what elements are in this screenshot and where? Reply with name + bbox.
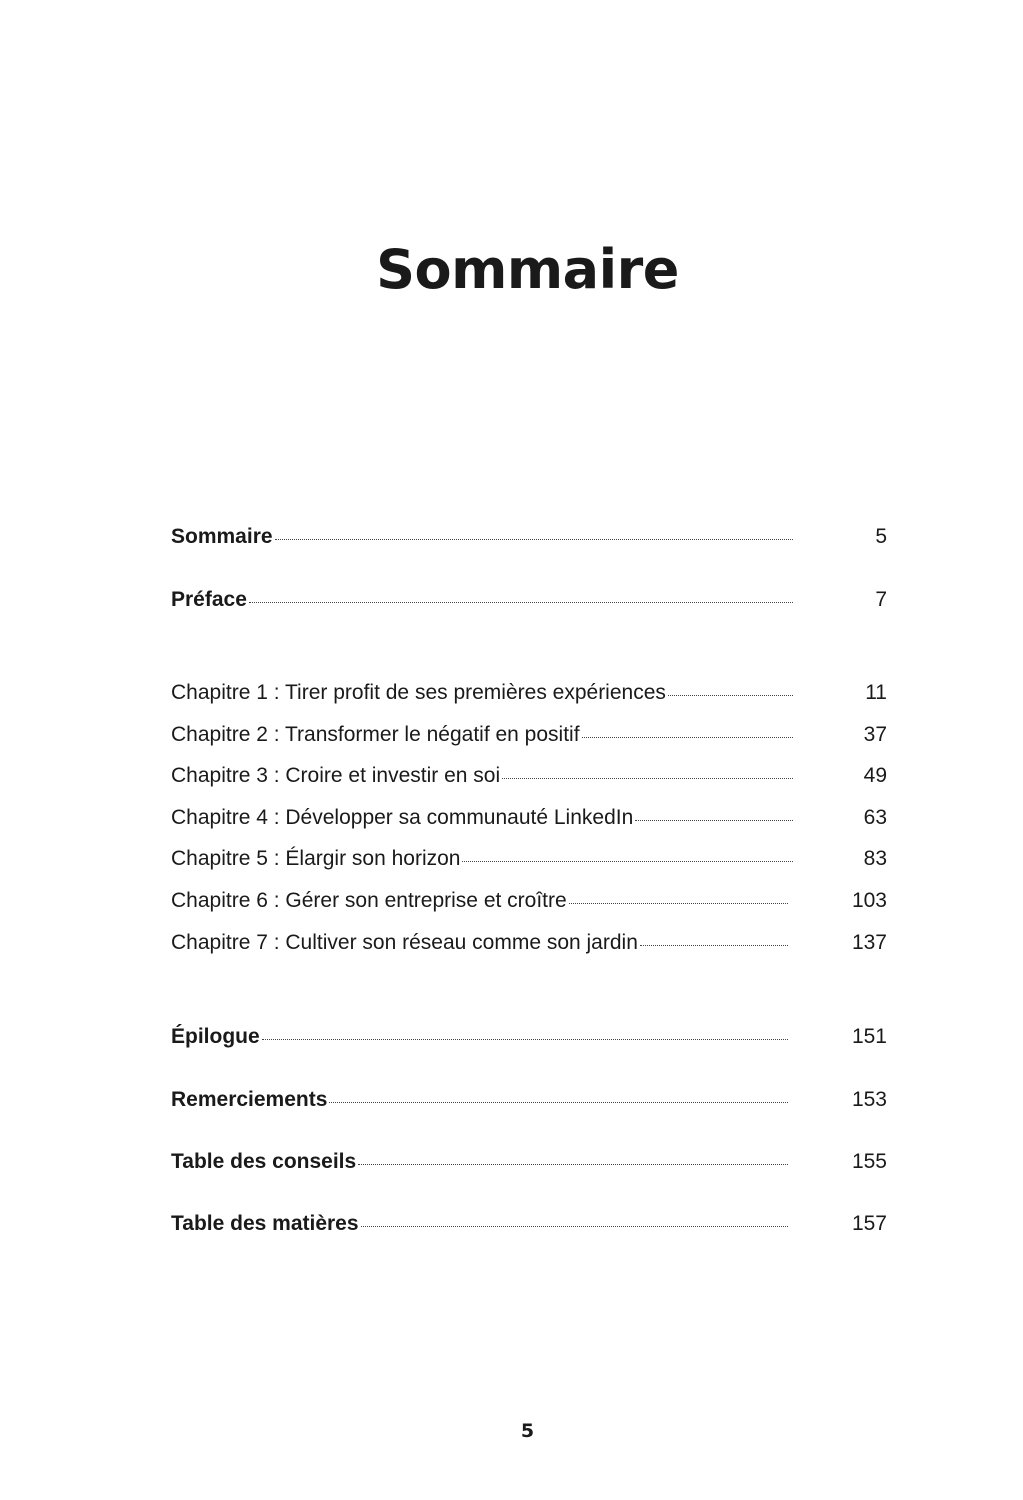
toc-entry-page-number: 83 [863, 847, 887, 870]
toc-entry-page-number: 153 [851, 1088, 887, 1111]
toc-entry-label: Épilogue [171, 1025, 260, 1048]
toc-entry-label: Sommaire [171, 525, 273, 548]
toc-entry-remerciements[interactable] [171, 1085, 887, 1115]
dot-leader [249, 585, 793, 606]
dot-leader [640, 928, 788, 949]
toc-entry-label: Chapitre 6 : Gérer son entreprise et croître [171, 889, 567, 912]
dot-leader [635, 803, 793, 824]
toc-entry-chapter-2[interactable] [171, 720, 887, 750]
toc-entry-page-number: 7 [875, 588, 887, 611]
toc-entry-page-number: 155 [851, 1150, 887, 1173]
toc-entry-label: Table des matières [171, 1212, 359, 1235]
toc-entry-label: Remerciements [171, 1088, 328, 1111]
toc-entry-label: Préface [171, 588, 247, 611]
dot-leader [462, 844, 793, 865]
toc-entry-chapter-4[interactable] [171, 803, 887, 833]
toc-entry-page-number: 103 [851, 889, 887, 912]
toc-entry-label: Chapitre 5 : Élargir son horizon [171, 847, 461, 870]
toc-entry-table-des-matieres[interactable] [171, 1209, 887, 1239]
toc-entry-page-number: 49 [863, 764, 887, 787]
toc-entry-label: Table des conseils [171, 1150, 357, 1173]
toc-entry-chapter-1[interactable] [171, 678, 887, 708]
toc-entry-page-number: 63 [863, 806, 887, 829]
toc-entry-preface[interactable] [171, 585, 887, 615]
toc-entry-chapter-3[interactable] [171, 761, 887, 791]
dot-leader [569, 886, 788, 907]
toc-entry-label: Chapitre 2 : Transformer le négatif en positif [171, 723, 580, 746]
toc-entry-label: Chapitre 1 : Tirer profit de ses premières expériences [171, 681, 666, 704]
toc-entry-page-number: 157 [851, 1212, 887, 1235]
dot-leader [582, 720, 793, 741]
toc-entry-chapter-6[interactable] [171, 886, 887, 916]
page-title: Sommaire [376, 238, 679, 301]
dot-leader [361, 1209, 788, 1230]
toc-entry-page-number: 5 [875, 525, 887, 548]
toc-entry-label: Chapitre 3 : Croire et investir en soi [171, 764, 501, 787]
page-number-footer: 5 [520, 1420, 535, 1442]
toc-entry-label: Chapitre 4 : Développer sa communauté LinkedIn [171, 806, 634, 829]
dot-leader [668, 678, 793, 699]
toc-entry-page-number: 137 [851, 931, 887, 954]
dot-leader [358, 1147, 788, 1168]
toc-entry-label: Chapitre 7 : Cultiver son réseau comme son jardin [171, 931, 638, 954]
toc-entry-chapter-5[interactable] [171, 844, 887, 874]
dot-leader [275, 522, 793, 543]
toc-entry-page-number: 11 [865, 681, 887, 704]
toc-entry-table-des-conseils[interactable] [171, 1147, 887, 1177]
toc-entry-page-number: 151 [851, 1025, 887, 1048]
toc-entry-chapter-7[interactable] [171, 928, 887, 958]
dot-leader [329, 1085, 788, 1106]
dot-leader [262, 1022, 788, 1043]
toc-entry-sommaire[interactable] [171, 522, 887, 552]
toc-entry-epilogue[interactable] [171, 1022, 887, 1052]
toc-entry-page-number: 37 [863, 723, 887, 746]
dot-leader [502, 761, 793, 782]
